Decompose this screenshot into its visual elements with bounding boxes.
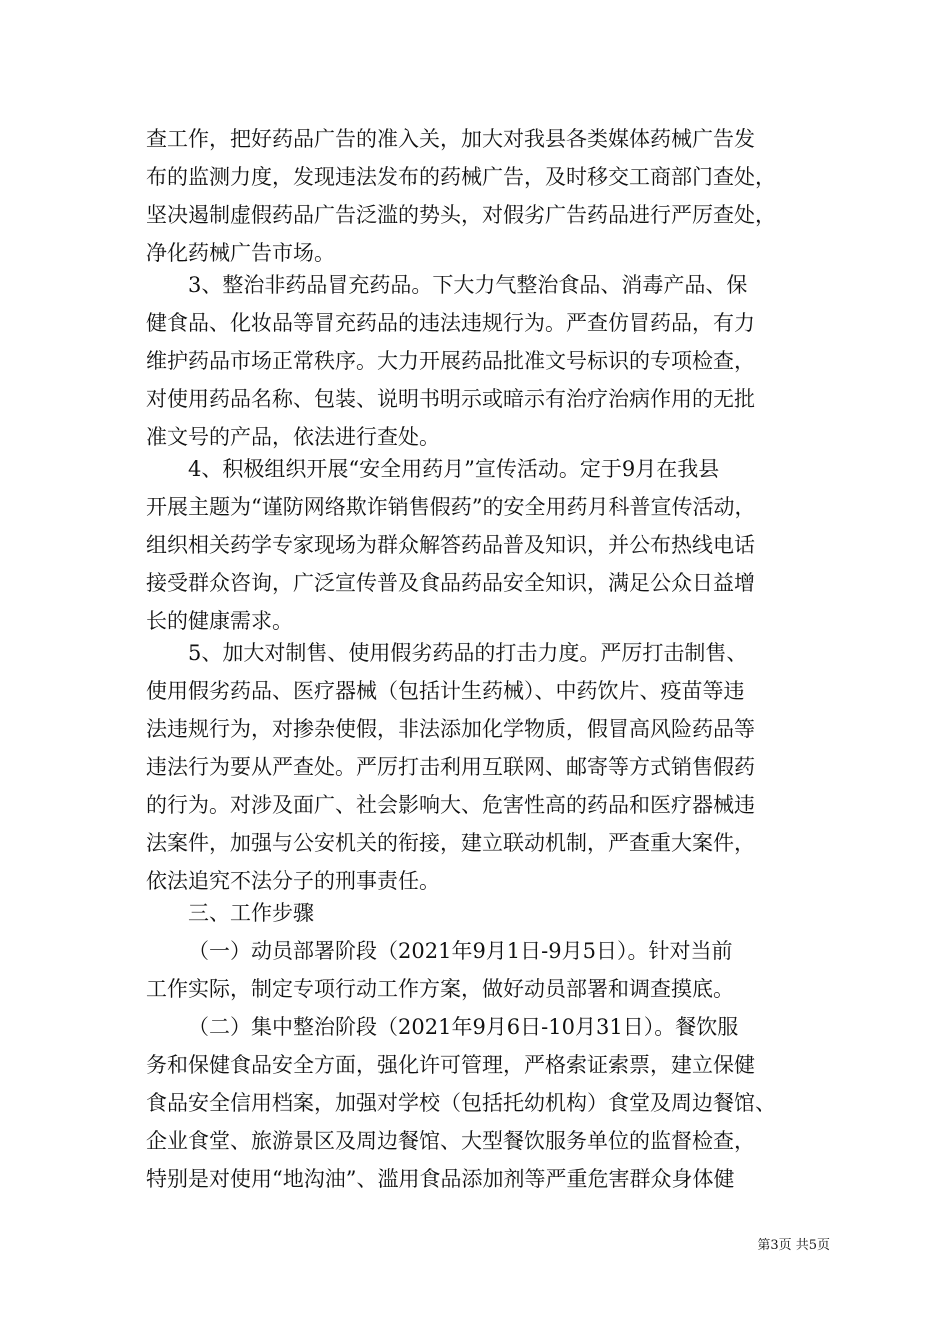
text-line: 违法行为要从严查处。严厉打击利用互联网、邮寄等方式销售假药	[146, 755, 755, 779]
text-line: 务和保健食品安全方面，强化许可管理，严格索证索票，建立保健	[146, 1053, 755, 1077]
text-line: 长的健康需求。	[146, 609, 293, 633]
paragraph-start-line: 4、积极组织开展“安全用药月”宣传活动。定于9月在我县	[188, 457, 720, 481]
section-heading: 三、工作步骤	[188, 901, 314, 925]
paragraph-start-line: （一）动员部署阶段（2021年9月1日-9月5日）。针对当前	[188, 939, 733, 963]
text-line: 维护药品市场正常秩序。大力开展药品批准文号标识的专项检查，	[146, 349, 755, 373]
paragraph-start-line: 3、整治非药品冒充药品。下大力气整治食品、消毒产品、保	[188, 273, 748, 297]
text-line: 的行为。对涉及面广、社会影响大、危害性高的药品和医疗器械违	[146, 793, 755, 817]
paragraph-start-line: 5、加大对制售、使用假劣药品的打击力度。严厉打击制售、	[188, 641, 748, 665]
text-line: 接受群众咨询，广泛宣传普及食品药品安全知识，满足公众日益增	[146, 571, 755, 595]
text-line: 查工作，把好药品广告的准入关，加大对我县各类媒体药械广告发	[146, 127, 755, 151]
text-line: 法违规行为，对掺杂使假，非法添加化学物质，假冒高风险药品等	[146, 717, 755, 741]
text-line: 依法追究不法分子的刑事责任。	[146, 869, 440, 893]
text-line: 使用假劣药品、医疗器械（包括计生药械）、中药饮片、疫苗等违	[146, 679, 745, 703]
text-line: 工作实际，制定专项行动工作方案，做好动员部署和调查摸底。	[146, 977, 734, 1001]
text-line: 净化药械广告市场。	[146, 241, 335, 265]
text-line: 组织相关药学专家现场为群众解答药品普及知识，并公布热线电话	[146, 533, 755, 557]
text-line: 特别是对使用“地沟油”、滥用食品添加剂等严重危害群众身体健	[146, 1167, 735, 1191]
text-line: 食品安全信用档案，加强对学校（包括托幼机构）食堂及周边餐馆、	[146, 1091, 776, 1115]
text-line: 法案件，加强与公安机关的衔接，建立联动机制，严查重大案件，	[146, 831, 755, 855]
page-number-footer: 第3页 共5页	[757, 1238, 830, 1253]
paragraph-start-line: （二）集中整治阶段（2021年9月6日-10月31日）。餐饮服	[188, 1015, 739, 1039]
text-line: 布的监测力度，发现违法发布的药械广告，及时移交工商部门查处，	[146, 165, 776, 189]
text-line: 开展主题为“谨防网络欺诈销售假药”的安全用药月科普宣传活动，	[146, 495, 756, 519]
text-line: 准文号的产品，依法进行查处。	[146, 425, 440, 449]
text-line: 企业食堂、旅游景区及周边餐馆、大型餐饮服务单位的监督检查，	[146, 1129, 755, 1153]
text-line: 对使用药品名称、包装、说明书明示或暗示有治疗治病作用的无批	[146, 387, 755, 411]
text-line: 坚决遏制虚假药品广告泛滥的势头，对假劣广告药品进行严厉查处，	[146, 203, 776, 227]
text-line: 健食品、化妆品等冒充药品的违法违规行为。严查仿冒药品，有力	[146, 311, 755, 335]
